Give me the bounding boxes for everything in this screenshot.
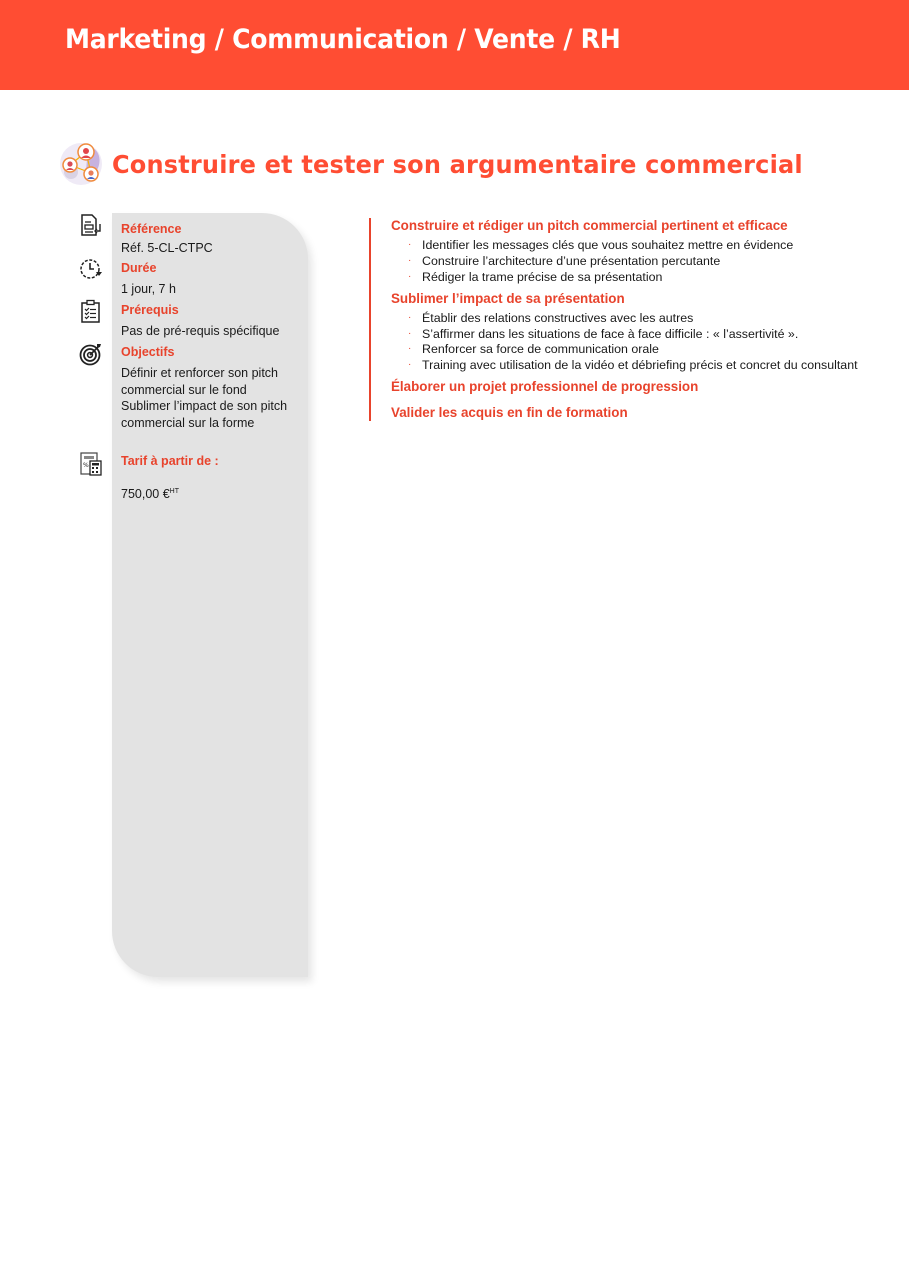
prerequisites-value: Pas de pré-requis spécifique [121,324,280,338]
program-accent-line [369,218,371,421]
course-title: Construire et tester son argumentaire commercial [112,150,803,179]
reference-value: Réf. 5-CL-CTPC [121,241,213,255]
program-section-title: Construire et rédiger un pitch commercial pertinent et efficace [391,218,788,233]
objective-line: commercial sur le fond [121,382,247,397]
program-item: S’affirmer dans les situations de face à face difficile : « l’assertivité ». [422,327,799,341]
bullet-icon: · [408,343,412,354]
price-amount: 750,00 € [121,487,170,501]
reference-label: Référence [121,222,182,236]
program-item: Identifier les messages clés que vous souhaitez mettre en évidence [422,238,794,252]
bullet-icon: · [408,239,412,250]
program-section-title: Sublimer l’impact de sa présentation [391,291,625,306]
bullet-icon: · [408,312,412,323]
svg-text:%: % [83,462,89,469]
program-section-title: Élaborer un projet professionnel de progression [391,379,699,394]
target-icon [79,342,103,366]
price-suffix: HT [169,488,180,495]
category-header-band [0,0,909,90]
prerequisites-label: Prérequis [121,303,179,317]
objectives-value [121,365,287,431]
clock-icon [79,257,103,281]
bullet-icon: · [408,271,412,282]
objective-line: Sublimer l’impact de son pitch [121,399,288,414]
program-item: Établir des relations constructives avec les autres [422,311,694,325]
bullet-icon: · [408,255,412,266]
clipboard-checklist-icon [79,299,103,323]
calculator-icon [79,452,103,476]
bullet-icon: · [408,359,412,370]
document-reference-icon [79,214,103,238]
objective-line: commercial sur la forme [121,415,255,430]
program-item: Training avec utilisation de la vidéo et débriefing précis et concret du consultant [422,358,858,372]
program-item: Renforcer sa force de communication orale [422,342,659,356]
people-network-icon [58,140,104,186]
category-title: Marketing / Communication / Vente / RH [65,24,621,55]
objective-line: Définir et renforcer son pitch [121,366,279,380]
program-item: Construire l’architecture d’une présentation percutante [422,254,721,268]
objectives-label: Objectifs [121,345,175,359]
price-label: Tarif à partir de : [121,454,219,468]
bullet-icon: · [408,328,412,339]
duration-label: Durée [121,261,157,275]
program-item: Rédiger la trame précise de sa présentation [422,270,663,284]
duration-value: 1 jour, 7 h [121,282,176,296]
program-section-title: Valider les acquis en fin de formation [391,405,628,420]
price-value [121,484,179,503]
